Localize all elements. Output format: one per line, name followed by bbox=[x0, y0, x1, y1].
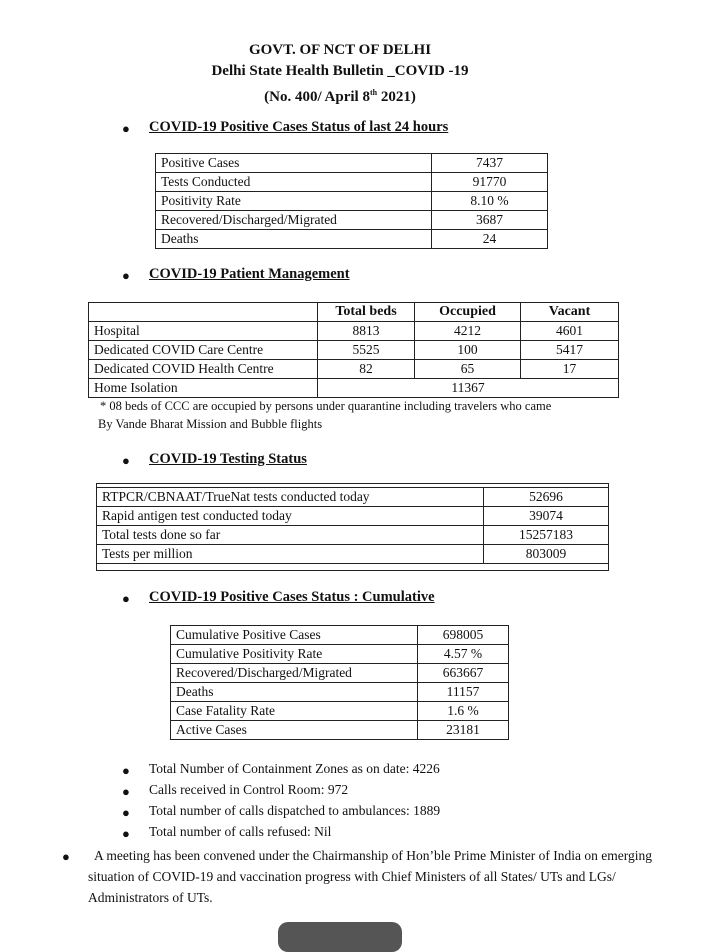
row-label: Case Fatality Rate bbox=[171, 702, 418, 721]
row-label: Total tests done so far bbox=[97, 526, 484, 545]
cell-home-isolation: 11367 bbox=[318, 379, 619, 398]
table-row bbox=[171, 702, 509, 721]
table-row bbox=[171, 721, 509, 740]
row-label: Cumulative Positivity Rate bbox=[171, 645, 418, 664]
header-vacant: Vacant bbox=[521, 303, 619, 322]
row-value: 24 bbox=[432, 230, 548, 249]
cell-total: 8813 bbox=[318, 322, 415, 341]
row-label: Recovered/Discharged/Migrated bbox=[171, 664, 418, 683]
bullet-icon: ● bbox=[122, 826, 130, 841]
bulletin-header bbox=[0, 40, 680, 108]
row-value: 663667 bbox=[418, 664, 509, 683]
row-label: Deaths bbox=[171, 683, 418, 702]
section2-title: COVID-19 Patient Management bbox=[149, 266, 350, 282]
row-value: 8.10 % bbox=[432, 192, 548, 211]
table-header-row bbox=[89, 303, 619, 322]
row-label: Tests Conducted bbox=[156, 173, 432, 192]
meeting-paragraph: A meeting has been convened under the Chairmanship of Hon’ble Prime Minister of India on emerging situation of COVID-19 and vaccination progress with Chief Ministers of all States/ UTs and LGs/ Administrators of UTs. bbox=[88, 848, 652, 905]
cell-vacant: 5417 bbox=[521, 341, 619, 360]
header-bulletin-number: (No. 400/ April 8th 2021) bbox=[264, 88, 416, 105]
row-label: Recovered/Discharged/Migrated bbox=[156, 211, 432, 230]
row-value: 52696 bbox=[484, 488, 609, 507]
row-value: 698005 bbox=[418, 626, 509, 645]
calls-received-line: Calls received in Control Room: 972 bbox=[149, 782, 349, 797]
table-row bbox=[89, 360, 619, 379]
row-label: Tests per million bbox=[97, 545, 484, 564]
row-label: RTPCR/CBNAAT/TrueNat tests conducted today bbox=[97, 488, 484, 507]
table-row bbox=[171, 645, 509, 664]
row-value: 3687 bbox=[432, 211, 548, 230]
row-label: Dedicated COVID Health Centre bbox=[89, 360, 318, 379]
section4-title: COVID-19 Positive Cases Status : Cumulative bbox=[149, 589, 435, 605]
row-label: Active Cases bbox=[171, 721, 418, 740]
cell-total: 82 bbox=[318, 360, 415, 379]
table-row bbox=[156, 192, 548, 211]
last24h-table bbox=[155, 153, 548, 249]
section3-title: COVID-19 Testing Status bbox=[149, 451, 307, 467]
table-row bbox=[171, 626, 509, 645]
header-occupied: Occupied bbox=[415, 303, 521, 322]
table-row bbox=[89, 379, 619, 398]
bullet-icon: ● bbox=[122, 121, 130, 136]
row-label: Home Isolation bbox=[89, 379, 318, 398]
bottom-overlay-pill bbox=[278, 922, 402, 952]
row-label: Positive Cases bbox=[156, 154, 432, 173]
table-row bbox=[156, 211, 548, 230]
bullet-icon: ● bbox=[122, 268, 130, 283]
cell-vacant: 17 bbox=[521, 360, 619, 379]
row-value: 15257183 bbox=[484, 526, 609, 545]
patient-management-table bbox=[88, 302, 619, 398]
table-row bbox=[156, 173, 548, 192]
bullet-icon: ● bbox=[122, 784, 130, 799]
cumulative-table bbox=[170, 625, 509, 740]
row-value: 4.57 % bbox=[418, 645, 509, 664]
cell-vacant: 4601 bbox=[521, 322, 619, 341]
header-bulletin-title: Delhi State Health Bulletin _COVID -19 bbox=[211, 63, 469, 79]
testing-table bbox=[96, 487, 609, 564]
row-value: 803009 bbox=[484, 545, 609, 564]
header-govt: GOVT. OF NCT OF DELHI bbox=[248, 42, 432, 58]
bullet-icon: ● bbox=[122, 453, 130, 468]
table-row bbox=[97, 507, 609, 526]
table-row bbox=[97, 526, 609, 545]
section1-title: COVID-19 Positive Cases Status of last 24 hours bbox=[149, 119, 449, 135]
table-row bbox=[156, 230, 548, 249]
table-row bbox=[89, 341, 619, 360]
row-label: Hospital bbox=[89, 322, 318, 341]
row-value: 7437 bbox=[432, 154, 548, 173]
table-row bbox=[171, 683, 509, 702]
row-label: Rapid antigen test conducted today bbox=[97, 507, 484, 526]
cell-occupied: 4212 bbox=[415, 322, 521, 341]
row-value: 23181 bbox=[418, 721, 509, 740]
containment-zones-line: Total Number of Containment Zones as on date: 4226 bbox=[149, 761, 440, 776]
table-row bbox=[97, 488, 609, 507]
row-value: 39074 bbox=[484, 507, 609, 526]
bullet-icon: ● bbox=[62, 849, 70, 864]
ccc-note bbox=[100, 397, 551, 433]
calls-dispatched-line: Total number of calls dispatched to ambulances: 1889 bbox=[149, 803, 441, 818]
calls-refused-line: Total number of calls refused: Nil bbox=[149, 824, 332, 839]
cell-occupied: 100 bbox=[415, 341, 521, 360]
header-empty bbox=[89, 303, 318, 322]
header-total-beds: Total beds bbox=[318, 303, 415, 322]
note-line2: By Vande Bharat Mission and Bubble flights bbox=[98, 417, 323, 431]
bullet-icon: ● bbox=[122, 805, 130, 820]
table-row bbox=[156, 154, 548, 173]
table-row bbox=[171, 664, 509, 683]
row-label: Cumulative Positive Cases bbox=[171, 626, 418, 645]
note-line1: * 08 beds of CCC are occupied by persons under quarantine including travelers who came bbox=[100, 399, 552, 413]
row-label: Positivity Rate bbox=[156, 192, 432, 211]
row-value: 1.6 % bbox=[418, 702, 509, 721]
row-value: 91770 bbox=[432, 173, 548, 192]
bullet-icon: ● bbox=[122, 591, 130, 606]
cell-occupied: 65 bbox=[415, 360, 521, 379]
row-label: Deaths bbox=[156, 230, 432, 249]
table-row bbox=[89, 322, 619, 341]
bullet-icon: ● bbox=[122, 763, 130, 778]
table-row bbox=[97, 545, 609, 564]
row-label: Dedicated COVID Care Centre bbox=[89, 341, 318, 360]
row-value: 11157 bbox=[418, 683, 509, 702]
cell-total: 5525 bbox=[318, 341, 415, 360]
